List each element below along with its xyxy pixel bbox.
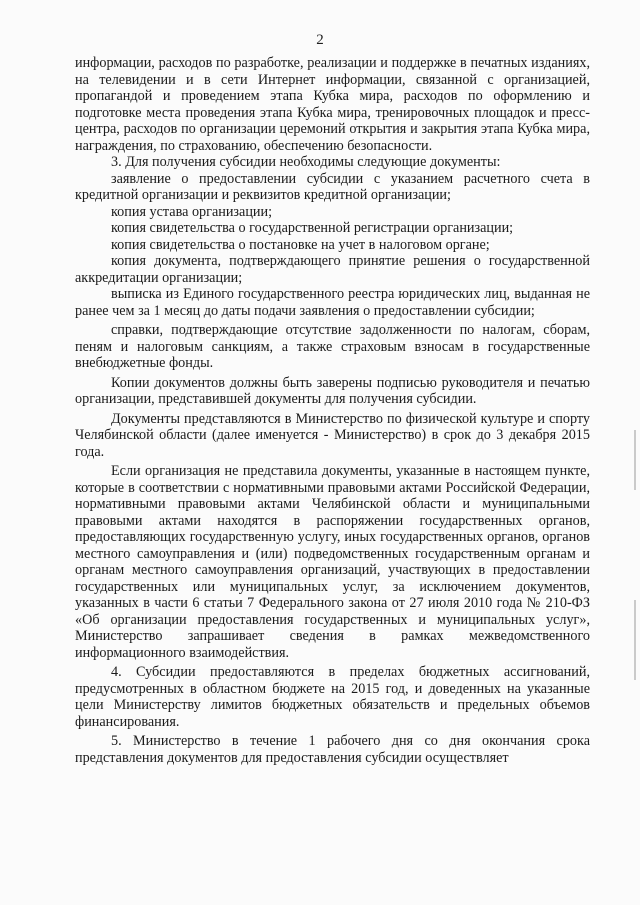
paragraph-tax-registration-copy: копия свидетельства о постановке на учет в налоговом органе; (111, 236, 490, 253)
scan-edge-mark (634, 430, 636, 490)
paragraph-registry-extract: выписка из Единого государственного реестра юридических лиц, выданная не ранее чем за 1 месяц до даты подачи заявления о предоставлении субсидии; (75, 286, 590, 319)
paragraph-submission-deadline: Документы представляются в Министерство по физической культуре и спорту Челябинской области (далее именуется - Министерство) в срок до 3 декабря 2015 года. (75, 410, 590, 460)
paragraph-item-5: 5. Министерство в течение 1 рабочего дня со дня окончания срока представления документов для предоставления субсидии осуществляет (75, 733, 590, 766)
document-body (75, 55, 590, 766)
paragraph-copies-certified: Копии документов должны быть заверены подписью руководителя и печатью организации, представившей документы для получения субсидии. (75, 374, 590, 407)
page-number: 2 (316, 32, 324, 48)
paragraph-item-4: 4. Субсидии предоставляются в пределах бюджетных ассигнований, предусмотренных в областном бюджете на 2015 год, и доведенных на указанные цели Министерству лимитов бюджетных обязательств и предельных объемов финансирования. (75, 664, 590, 730)
paragraph-expenses-continuation: информации, расходов по разработке, реализации и поддержке в печатных изданиях, на телевидении и в сети Интернет информации, связанной с организацией, пропагандой и проведением этапа Кубка мира, расходов по оформлению и подготовке места проведения этапа Кубка мира, тренировочных площадок и пресс-центра, расходов по организации церемоний открытия и закрытия этапа Кубка мира, награждения, по страхованию, обеспечению безопасности. (75, 55, 590, 154)
scan-edge-mark (634, 600, 636, 680)
paragraph-accreditation-copy: копия документа, подтверждающего принятие решения о государственной аккредитации организации; (75, 253, 590, 286)
paragraph-debt-certificates: справки, подтверждающие отсутствие задолженности по налогам, сборам, пеням и налоговым санкциям, а также страховым взносам в государственные внебюджетные фонды. (75, 322, 590, 371)
paragraph-registration-copy: копия свидетельства о государственной регистрации организации; (111, 220, 514, 236)
paragraph-application: заявление о предоставлении субсидии с указанием расчетного счета в кредитной организации и реквизитов кредитной организации; (75, 170, 590, 203)
paragraph-charter-copy: копия устава организации; (111, 203, 273, 220)
paragraph-item-3-heading: 3. Для получения субсидии необходимы следующие документы: (111, 154, 501, 170)
paragraph-interagency-request: Если организация не представила документы, указанные в настоящем пункте, которые в соответствии с нормативными правовыми актами Российской Федерации, нормативными правовыми актами Челябинской области и муниципальными правовыми актами находятся в распоряжении государственных органов, предоставляющих государственную услугу, иных государственных органов, органов местного самоуправления и (или) подведомственных государственным органам и органам местного самоуправления организаций, участвующих в предоставлении государственных или муниципальных услуг, за исключением документов, указанных в части 6 статьи 7 Федерального закона от 27 июля 2010 года № 210-ФЗ «Об организации предоставления государственных и муниципальных услуг», Министерство запрашивает сведения в рамках межведомственного информационного взаимодействия. (75, 463, 590, 661)
